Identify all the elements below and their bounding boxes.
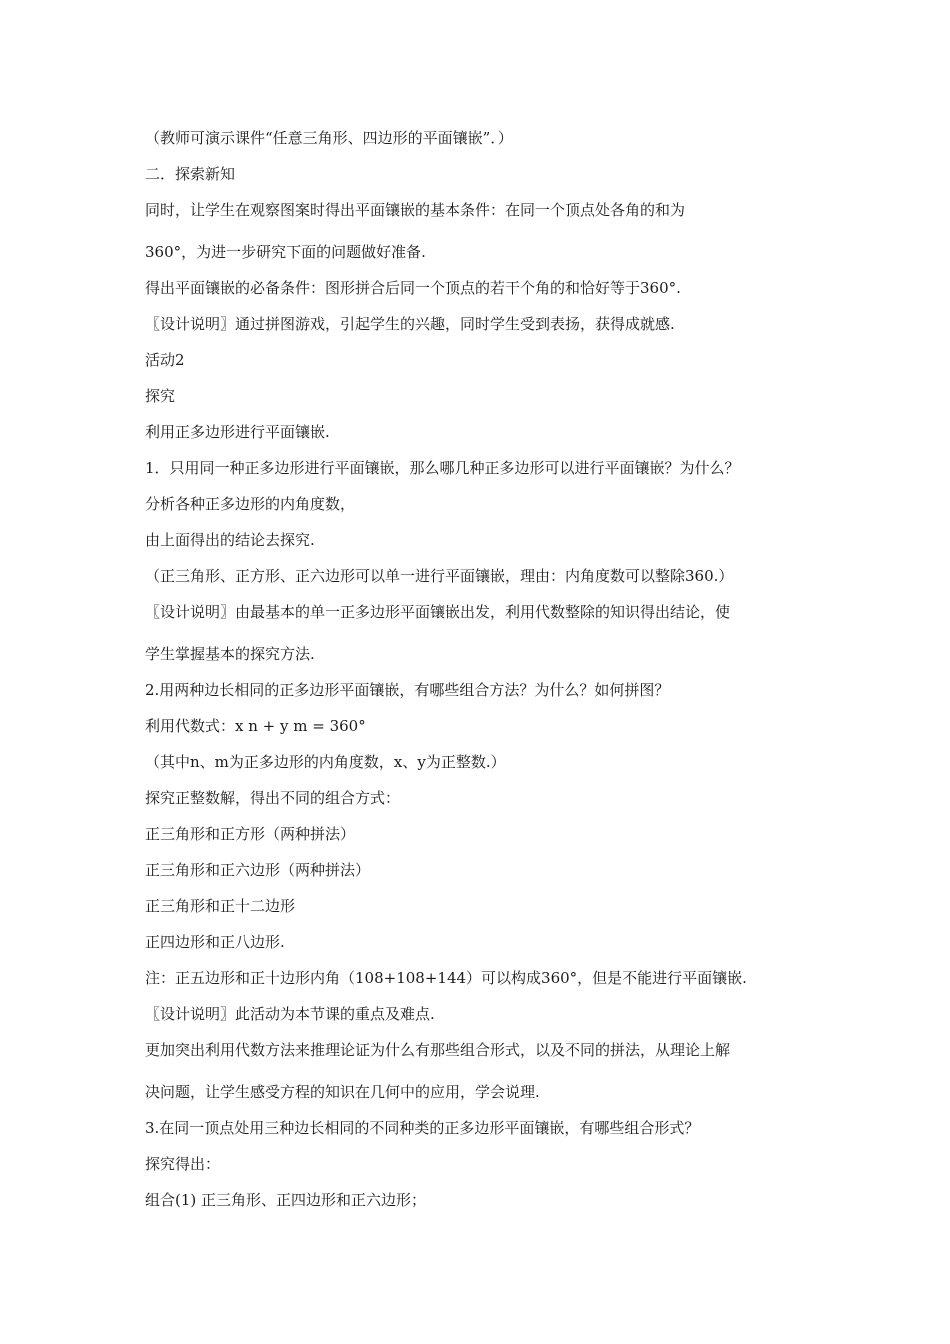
paragraph-regular-polygons: 利用正多边形进行平面镶嵌.	[145, 423, 330, 441]
note-pentagon-decagon: 注：正五边形和正十边形内角（108+108+144）可以构成360°，但是不能进行平面镶嵌.	[145, 969, 747, 987]
design-note-2-cont: 学生掌握基本的探究方法.	[145, 645, 315, 663]
design-note-1: 〖设计说明〗通过拼图游戏，引起学生的兴趣，同时学生受到表扬，获得成就感.	[145, 315, 675, 333]
heading-explore-new-knowledge: 二．探索新知	[145, 165, 236, 183]
paragraph-explore-conclusion: 由上面得出的结论去探究.	[145, 531, 315, 549]
paragraph-algebraic-reasoning-cont: 决问题，让学生感受方程的知识在几何中的应用，学会说理.	[145, 1083, 540, 1101]
paragraph-courseware-note: （教师可演示课件“任意三角形、四边形的平面镶嵌”．）	[145, 129, 513, 147]
question-3: 3.在同一顶点处用三种边长相同的不同种类的正多边形平面镶嵌，有哪些组合形式？	[145, 1119, 700, 1137]
combination-item-3: 正三角形和正十二边形	[145, 897, 296, 915]
question-1: 1．只用同一种正多边形进行平面镶嵌，那么哪几种正多边形可以进行平面镶嵌？为什么？	[145, 459, 740, 477]
design-note-2: 〖设计说明〗由最基本的单一正多边形平面镶嵌出发，利用代数整除的知识得出结论，使	[145, 603, 731, 621]
answer-1: （正三角形、正方形、正六边形可以单一进行平面镶嵌，理由：内角度数可以整除360.）	[145, 567, 734, 585]
algebraic-expression: 利用代数式：x n + y m = 360°	[145, 717, 366, 735]
design-note-3: 〖设计说明〗此活动为本节课的重点及难点.	[145, 1005, 435, 1023]
expression-explanation: （其中n、m为正多边形的内角度数，x、y为正整数.）	[145, 753, 506, 771]
paragraph-basic-condition-cont: 360°，为进一步研究下面的问题做好准备.	[145, 243, 426, 261]
combination-group-1: 组合(1) 正三角形、正四边形和正六边形；	[145, 1191, 427, 1209]
paragraph-explore-result: 探究得出：	[145, 1155, 221, 1173]
activity-heading: 活动2	[145, 351, 185, 369]
combination-item-1: 正三角形和正方形（两种拼法）	[145, 825, 356, 843]
question-2: 2.用两种边长相同的正多边形平面镶嵌，有哪些组合方法？为什么？如何拼图？	[145, 681, 670, 699]
paragraph-integer-solutions: 探究正整数解，得出不同的组合方式：	[145, 789, 401, 807]
explore-heading: 探究	[145, 387, 176, 405]
paragraph-algebraic-reasoning: 更加突出利用代数方法来推理论证为什么有那些组合形式，以及不同的拼法，从理论上解	[145, 1041, 731, 1059]
combination-item-4: 正四边形和正八边形.	[145, 933, 285, 951]
paragraph-necessary-condition: 得出平面镶嵌的必备条件：图形拼合后同一个顶点的若干个角的和恰好等于360°.	[145, 279, 681, 297]
paragraph-basic-condition: 同时，让学生在观察图案时得出平面镶嵌的基本条件：在同一个顶点处各角的和为	[145, 201, 686, 219]
paragraph-analyze-angles: 分析各种正多边形的内角度数，	[145, 495, 356, 513]
combination-item-2: 正三角形和正六边形（两种拼法）	[145, 861, 371, 879]
